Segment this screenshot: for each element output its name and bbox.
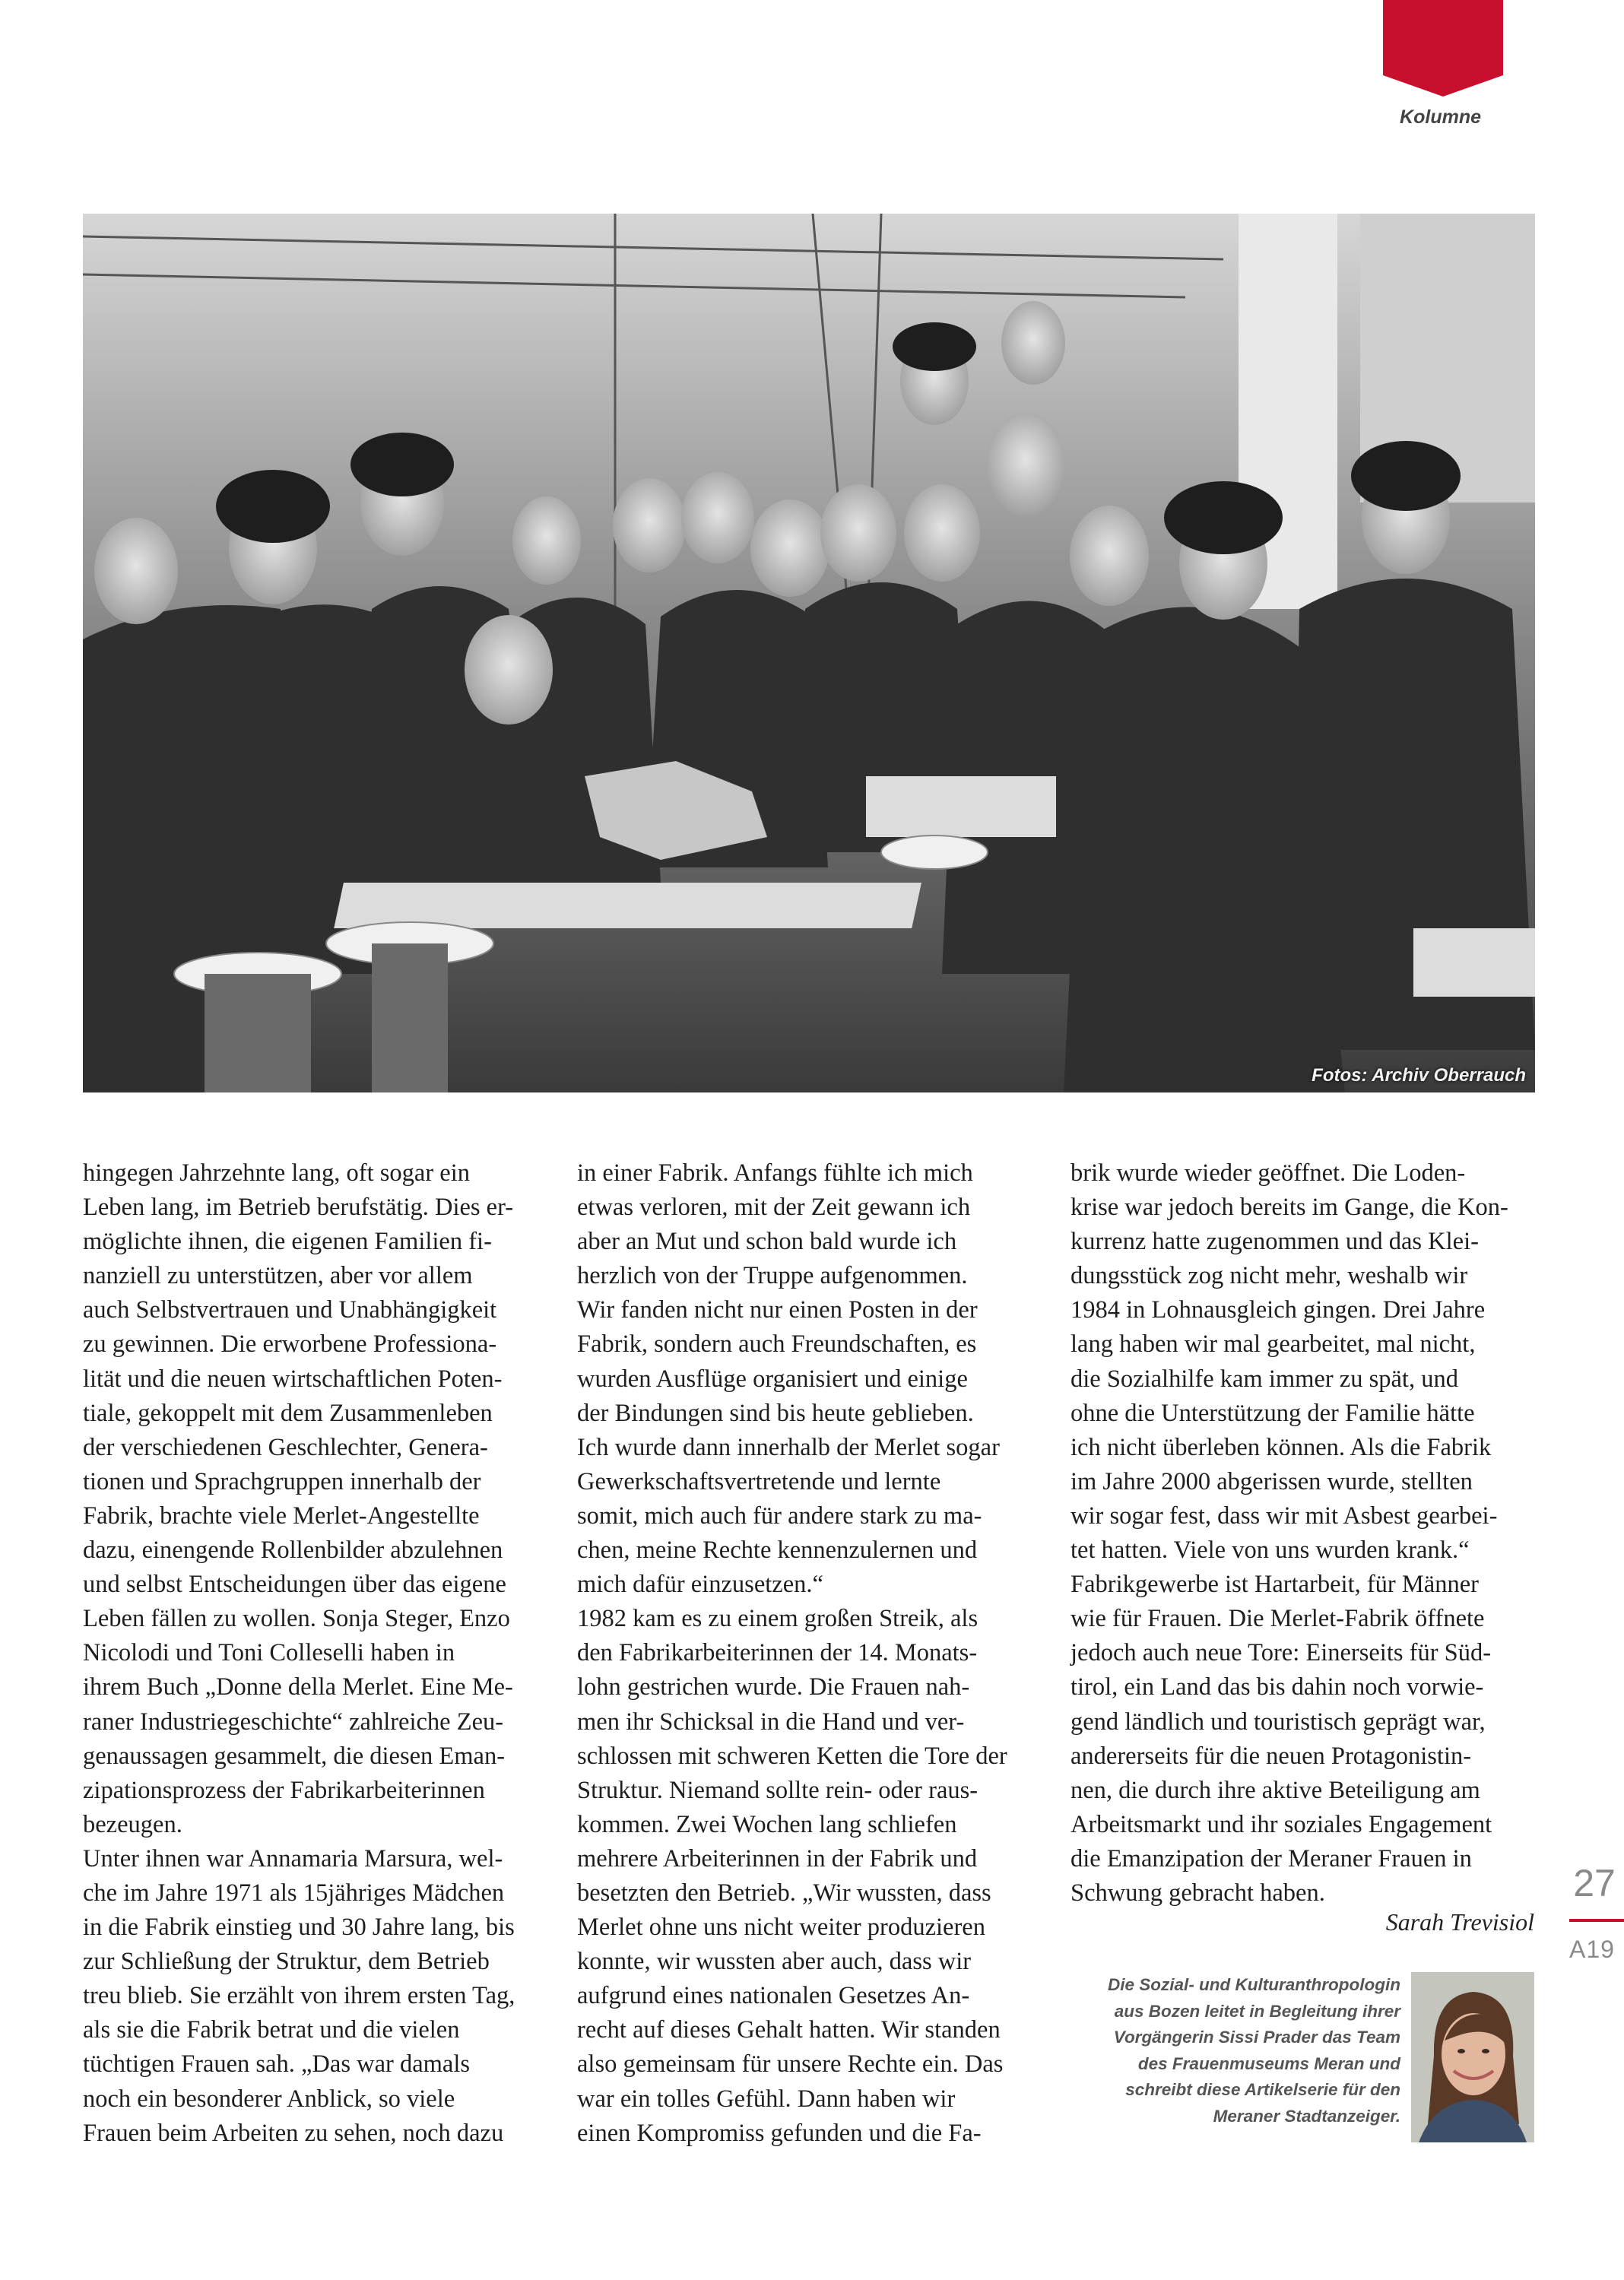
text-line: kommen. Zwei Wochen lang schliefen xyxy=(577,1810,957,1838)
section-tab xyxy=(1383,0,1503,97)
article-column-1 xyxy=(83,1156,543,2151)
text-line: treu blieb. Sie erzählt von ihrem ersten Tag, xyxy=(83,1982,515,2010)
text-line: und selbst Entscheidungen über das eigene xyxy=(83,1571,506,1599)
text-line: somit, mich auch für andere stark zu ma- xyxy=(577,1502,982,1530)
text-line: Unter ihnen war Annamaria Marsura, wel- xyxy=(83,1844,503,1873)
text-line: ohne die Unterstützung der Familie hätte xyxy=(1071,1399,1475,1427)
text-line: Fabrik, sondern auch Freundschaften, es xyxy=(577,1330,977,1359)
author-portrait xyxy=(1411,1972,1534,2142)
text-line: aufgrund eines nationalen Gesetzes An- xyxy=(577,1982,970,2010)
text-line: raner Industriegeschichte“ zahlreiche Zeu- xyxy=(83,1708,504,1736)
author-name: Sarah Trevisiol xyxy=(1385,1908,1534,1936)
text-line: krise war jedoch bereits im Gange, die Kon- xyxy=(1071,1194,1508,1222)
text-line: mehrere Arbeiterinnen in der Fabrik und xyxy=(577,1844,978,1873)
text-line: lohn gestrichen wurde. Die Frauen nah- xyxy=(577,1673,970,1701)
text-line: die Sozialhilfe kam immer zu spät, und xyxy=(1071,1365,1458,1393)
text-line: schlossen mit schweren Ketten die Tore der xyxy=(577,1742,1007,1770)
text-line: tüchtigen Frauen sah. „Das war damals xyxy=(83,2050,471,2079)
text-line: dungsstück zog nicht mehr, weshalb wir xyxy=(1071,1262,1468,1290)
photo-credit: Fotos: Archiv Oberrauch xyxy=(1312,1065,1526,1086)
text-line: Schwung gebracht haben. xyxy=(1071,1879,1325,1907)
text-line: einen Kompromiss gefunden und die Fa- xyxy=(577,2119,982,2147)
text-line: den Fabrikarbeiterinnen der 14. Monats- xyxy=(577,1639,978,1667)
text-line: wurden Ausflüge organisiert und einige xyxy=(577,1365,968,1393)
text-line: Fabrik, brachte viele Merlet-Angestellte xyxy=(83,1502,480,1530)
portrait-image xyxy=(1411,1972,1534,2142)
text-line: in einer Fabrik. Anfangs fühlte ich mich xyxy=(577,1159,973,1187)
text-line: nen, die durch ihre aktive Beteiligung am xyxy=(1071,1776,1480,1804)
text-line: dazu, einengende Rollenbilder abzulehnen xyxy=(83,1536,503,1565)
text-line: Arbeitsmarkt und ihr soziales Engagement xyxy=(1071,1810,1492,1838)
text-line: besetzten den Betrieb. „Wir wussten, dass xyxy=(577,1879,991,1907)
text-line: der verschiedenen Geschlechter, Genera- xyxy=(83,1433,488,1461)
text-line: Frauen beim Arbeiten zu sehen, noch dazu xyxy=(83,2119,504,2147)
text-line: jedoch auch neue Tore: Einerseits für Süd- xyxy=(1071,1639,1492,1667)
text-line: Gewerkschaftsvertretende und lernte xyxy=(577,1467,941,1495)
text-line: tet hatten. Viele von uns wurden krank.“ xyxy=(1071,1536,1470,1565)
text-line: etwas verloren, mit der Zeit gewann ich xyxy=(577,1194,971,1222)
text-line: nanziell zu unterstützen, aber vor allem xyxy=(83,1262,473,1290)
text-line: mich dafür einzusetzen.“ xyxy=(577,1571,823,1599)
text-line: che im Jahre 1971 als 15jähriges Mädchen xyxy=(83,1879,505,1907)
text-line: ich nicht überleben können. Als die Fabrik xyxy=(1071,1433,1492,1461)
text-line: 1982 kam es zu einem großen Streik, als xyxy=(577,1605,979,1633)
text-line: hingegen Jahrzehnte lang, oft sogar ein xyxy=(83,1159,470,1187)
text-line: Leben fällen zu wollen. Sonja Steger, Enzo xyxy=(83,1605,510,1633)
text-line: im Jahre 2000 abgerissen wurde, stellten xyxy=(1071,1467,1473,1495)
text-line: brik wurde wieder geöffnet. Die Loden- xyxy=(1071,1159,1466,1187)
text-line: in die Fabrik einstieg und 30 Jahre lang, bis xyxy=(83,1914,515,1942)
text-line: tiale, gekoppelt mit dem Zusammenleben xyxy=(83,1399,493,1427)
text-line: Leben lang, im Betrieb berufstätig. Dies er- xyxy=(83,1194,514,1222)
text-line: auch Selbstvertrauen und Unabhängigkeit xyxy=(83,1296,497,1324)
text-line: Merlet ohne uns nicht weiter produzieren xyxy=(577,1914,985,1942)
bio-line: Meraner Stadtanzeiger. xyxy=(1213,2106,1400,2126)
bio-line: aus Bozen leitet in Begleitung ihrer xyxy=(1114,2001,1400,2021)
text-line: andererseits für die neuen Protagonistin- xyxy=(1071,1742,1472,1770)
text-line: der Bindungen sind bis heute geblieben. xyxy=(577,1399,974,1427)
text-line: zu gewinnen. Die erworbene Professiona- xyxy=(83,1330,497,1359)
article-column-2 xyxy=(577,1156,1037,2151)
text-line: bezeugen. xyxy=(83,1810,182,1838)
text-line: also gemeinsam für unsere Rechte ein. Das xyxy=(577,2050,1004,2079)
text-line: herzlich von der Truppe aufgenommen. xyxy=(577,1262,968,1290)
bio-line: schreibt diese Artikelserie für den xyxy=(1125,2080,1400,2100)
text-line: Fabrikgewerbe ist Hartarbeit, für Männer xyxy=(1071,1571,1479,1599)
text-line: Nicolodi und Toni Colleselli haben in xyxy=(83,1639,455,1667)
text-line: chen, meine Rechte kennenzulernen und xyxy=(577,1536,978,1565)
text-line: noch ein besonderer Anblick, so viele xyxy=(83,2085,455,2113)
text-line: 1984 in Lohnausgleich gingen. Drei Jahre xyxy=(1071,1296,1486,1324)
archive-photo xyxy=(83,214,1535,1092)
text-line: die Emanzipation der Meraner Frauen in xyxy=(1071,1844,1472,1873)
text-line: gend ländlich und touristisch geprägt war, xyxy=(1071,1708,1486,1736)
text-line: recht auf dieses Gehalt hatten. Wir standen xyxy=(577,2016,1001,2044)
bio-line: Vorgängerin Sissi Prader das Team xyxy=(1113,2028,1400,2047)
text-line: tionen und Sprachgruppen innerhalb der xyxy=(83,1467,481,1495)
text-line: war ein tolles Gefühl. Dann haben wir xyxy=(577,2085,956,2113)
bio-line: Die Sozial- und Kulturanthropologin xyxy=(1108,1975,1400,1994)
text-line: möglichte ihnen, die eigenen Familien fi- xyxy=(83,1228,492,1256)
text-line: wie für Frauen. Die Merlet-Fabrik öffnete xyxy=(1071,1605,1485,1633)
bio-line: des Frauenmuseums Meran und xyxy=(1137,2053,1400,2073)
text-line: genaussagen gesammelt, die diesen Eman- xyxy=(83,1742,506,1770)
text-line: wir sogar fest, dass wir mit Asbest gearbei- xyxy=(1071,1502,1498,1530)
text-line: konnte, wir wussten aber auch, dass wir xyxy=(577,1948,972,1976)
article-column-3 xyxy=(1071,1156,1530,1911)
text-line: tirol, ein Land das bis dahin noch vorwie- xyxy=(1071,1673,1484,1701)
text-line: lang haben wir mal gearbeitet, mal nicht, xyxy=(1071,1330,1476,1359)
page-number: 27 xyxy=(1573,1862,1616,1904)
text-line: zur Schließung der Struktur, dem Betrieb xyxy=(83,1948,490,1976)
text-line: ihrem Buch „Donne della Merlet. Eine Me- xyxy=(83,1673,513,1701)
text-line: Struktur. Niemand sollte rein- oder raus- xyxy=(577,1776,979,1804)
text-line: kurrenz hatte zugenommen und das Klei- xyxy=(1071,1228,1479,1256)
section-label: Kolumne xyxy=(1400,106,1481,128)
text-line: lität und die neuen wirtschaftlichen Poten- xyxy=(83,1365,503,1393)
text-line: Ich wurde dann innerhalb der Merlet sogar xyxy=(577,1433,1000,1461)
author-bio xyxy=(1028,1972,1400,2130)
text-line: als sie die Fabrik betrat und die vielen xyxy=(83,2016,460,2044)
factory-workers-photo xyxy=(83,214,1535,1092)
brand-logo: A19 xyxy=(1569,1936,1615,1963)
text-line: zipationsprozess der Fabrikarbeiterinnen xyxy=(83,1776,485,1804)
text-line: men ihr Schicksal in die Hand und ver- xyxy=(577,1708,965,1736)
text-line: Wir fanden nicht nur einen Posten in der xyxy=(577,1296,978,1324)
page-rule xyxy=(1569,1919,1624,1922)
text-line: aber an Mut und schon bald wurde ich xyxy=(577,1228,957,1256)
